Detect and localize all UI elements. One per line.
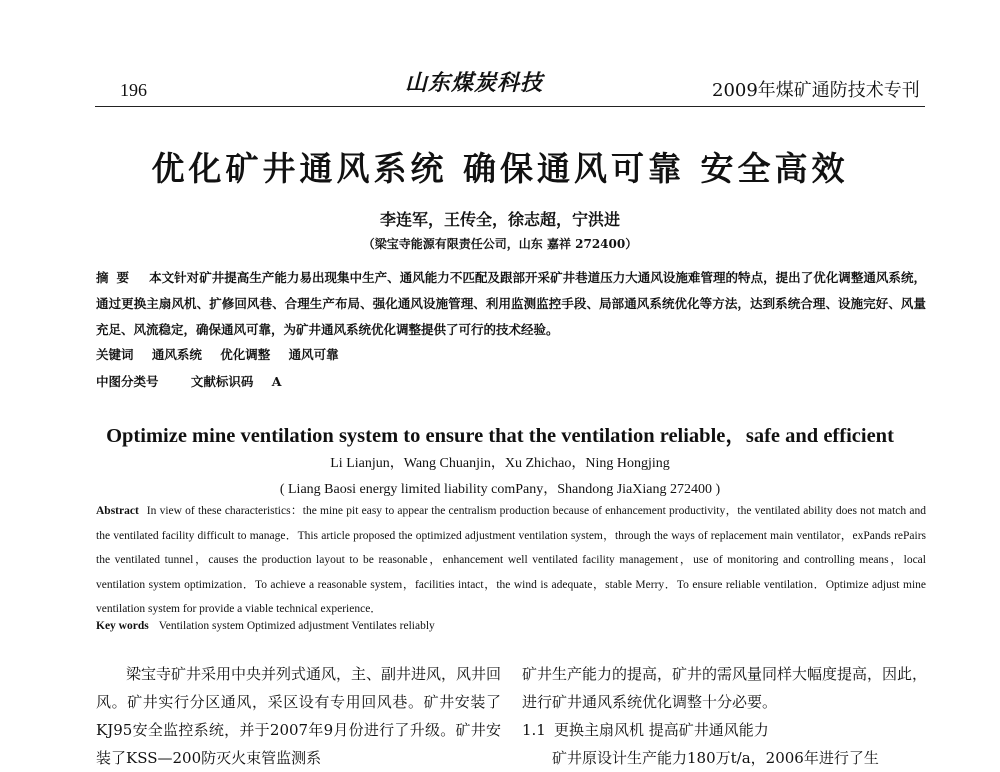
- chinese-title: 优化矿井通风系统 确保通风可靠 安全高效: [151, 149, 849, 188]
- chinese-keywords: [96, 345, 339, 363]
- chinese-keyword: 优化调整: [220, 347, 271, 362]
- chinese-authors: 李连军，王传全，徐志超，宁洪进: [379, 210, 620, 229]
- doc-code-label: 文献标识码: [190, 374, 254, 389]
- body-paragraph: 矿井生产能力的提高，矿井的需风量同样大幅度提高，因此，进行矿井通风系统优化调整十分必要。: [522, 665, 928, 711]
- chinese-keywords-label: 关键词: [96, 347, 134, 362]
- body-paragraph: 矿井原设计生产能力180万t/a，2006年进行了生: [552, 749, 879, 767]
- body-column-right: [522, 660, 927, 772]
- issue-title: 2009年煤矿通防技术专刊: [712, 80, 920, 101]
- english-title: Optimize mine ventilation system to ensure that the ventilation reliable，safe and efficient: [106, 425, 894, 447]
- chinese-abstract-text: 本文针对矿井提高生产能力易出现集中生产、通风能力不匹配及跟部开采矿井巷道压力大通风设施难管理的特点，提出了优化调整通风系统，通过更换主扇风机、扩修回风巷、合理生产布局、强化通风设施管理、利用监测监控手段、局部通风系统优化等方法，达到系统合理、设施完好、风量充足、风流稳定，确保通风可靠，为矿井通风系统优化调整提供了可行的技术经验。: [96, 270, 926, 337]
- section-number: 1.1: [522, 721, 546, 739]
- english-authors: Li Lianjun，Wang Chuanjin，Xu Zhichao，Ning Hongjing: [330, 456, 670, 471]
- english-abstract-text: In view of these characteristics：the mine pit easy to appear the centralism production because of enhancement productivity，the ventilated ability does not match and the ventilated facility difficult to manage．This article proposed the optimized adjustment ventilation system，through the ways of replacement main ventilator，exPands rePairs the ventilated tunnel，causes the production layout to be reasonable，enhancement well ventilated facility management，use of monitoring and controlling means，local ventilation system optimization．To achieve a reasonable system，facilities intact，the wind is adequate，stable Merry．To ensure reliable ventilation．Optimize adjust mine ventilation system for provide a viable technical experience．: [96, 505, 926, 615]
- english-keywords-text: Ventilation system Optimized adjustment Ventilates reliably: [158, 620, 435, 632]
- classification-line: [96, 372, 281, 390]
- body-paragraph: 梁宝寺矿井采用中央并列式通风，主、副井进风，风井回风。矿井实行分区通风，采区设有专用回风巷。矿井安装了KJ95安全监控系统，并于2007年9月份进行了升级。矿井安装了KSS—200防灭火束管监测系: [96, 665, 502, 767]
- page-number: 196: [120, 80, 147, 100]
- body-column-left: [96, 660, 501, 772]
- chinese-keyword: 通风系统: [151, 347, 202, 362]
- chinese-keyword: 通风可靠: [288, 347, 339, 362]
- section-heading: [522, 716, 927, 744]
- class-number-label: 中图分类号: [96, 374, 159, 389]
- chinese-abstract: [96, 265, 926, 343]
- section-title: 更换主扇风机 提高矿井通风能力: [554, 721, 769, 739]
- chinese-affiliation: （梁宝寺能源有限责任公司，山东 嘉祥 272400）: [362, 237, 638, 251]
- english-abstract: [96, 499, 926, 622]
- chinese-abstract-label: 摘要: [96, 270, 138, 285]
- journal-name: 山东煤炭科技: [405, 70, 544, 96]
- doc-code: A: [271, 374, 282, 389]
- english-affiliation: ( Liang Baosi energy limited liability comPany，Shandong JiaXiang 272400 ): [279, 482, 721, 497]
- english-keywords-label: Key words: [96, 620, 149, 632]
- english-keywords: [96, 620, 435, 632]
- header-rule: [95, 106, 925, 107]
- english-abstract-label: Abstract: [96, 505, 139, 517]
